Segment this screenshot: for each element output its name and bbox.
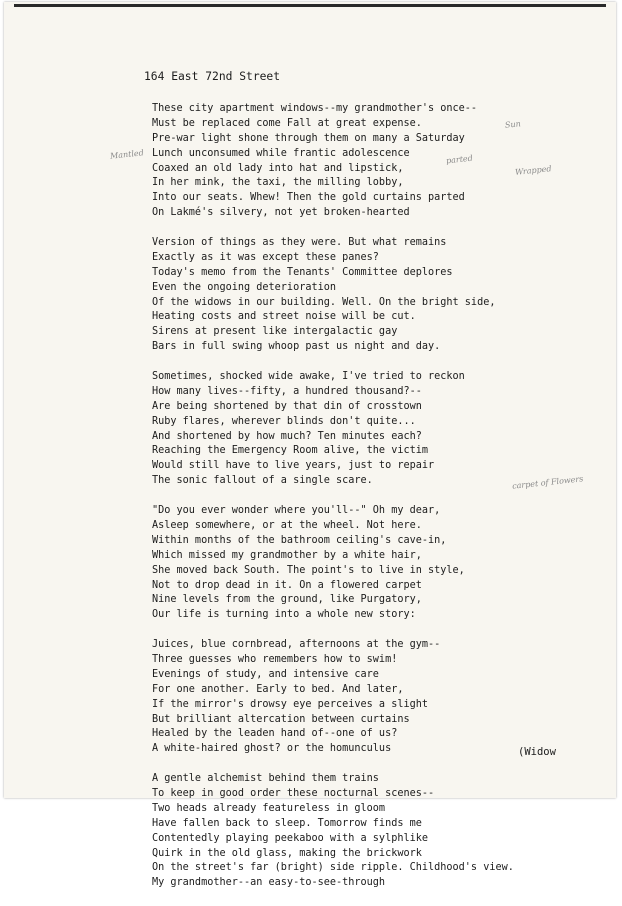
poem-line: Two heads already featureless in gloom bbox=[152, 802, 386, 814]
poem-line: Juices, blue cornbread, afternoons at the gym-- bbox=[152, 639, 441, 651]
stanza bbox=[152, 370, 514, 489]
poem-line: But brilliant altercation between curtains bbox=[152, 713, 410, 725]
poem-line: In her mink, the taxi, the milling lobby, bbox=[152, 177, 404, 189]
stanza bbox=[152, 236, 514, 355]
poem-line: Quirk in the old glass, making the brickwork bbox=[152, 847, 422, 859]
stanza bbox=[152, 772, 514, 891]
poem-line: Evenings of study, and intensive care bbox=[152, 668, 379, 680]
poem-title: 164 East 72nd Street bbox=[144, 70, 281, 83]
poem-line: Of the widows in our building. Well. On the bright side, bbox=[152, 296, 496, 308]
poem-line: Are being shortened by that din of crosstown bbox=[152, 400, 422, 412]
poem-line: Into our seats. Whew! Then the gold curtains parted bbox=[152, 192, 465, 204]
poem-line: On the street's far (bright) side ripple. Childhood's view. bbox=[152, 862, 514, 874]
poem-line: Bars in full swing whoop past us night and day. bbox=[152, 341, 441, 353]
poem-line: Three guesses who remembers how to swim! bbox=[152, 653, 398, 665]
poem-line: Not to drop dead in it. On a flowered carpet bbox=[152, 579, 422, 591]
margin-note: carpet of Flowers bbox=[511, 474, 584, 491]
poem-body bbox=[152, 102, 514, 906]
poem-line: A gentle alchemist behind them trains bbox=[152, 773, 379, 785]
margin-note: parted bbox=[445, 153, 474, 166]
stanza bbox=[152, 504, 514, 623]
poem-line: Contentedly playing peekaboo with a sylphlike bbox=[152, 832, 429, 844]
poem-line: Would still have to live years, just to repair bbox=[152, 460, 435, 472]
poem-line: Reaching the Emergency Room alive, the victim bbox=[152, 445, 429, 457]
poem-line: Heating costs and street noise will be cut. bbox=[152, 311, 416, 323]
poem-line: Must be replaced come Fall at great expense. bbox=[152, 117, 422, 129]
poem-line: Exactly as it was except these panes? bbox=[152, 251, 379, 263]
poem-line: For one another. Early to bed. And later, bbox=[152, 683, 404, 695]
poem-line: "Do you ever wonder where you'll--" Oh my dear, bbox=[152, 505, 441, 517]
poem-line: Sirens at present like intergalactic gay bbox=[152, 326, 398, 338]
poem-line: On Lakmé's silvery, not yet broken-hearted bbox=[152, 207, 410, 219]
poem-line: Today's memo from the Tenants' Committee deplores bbox=[152, 266, 453, 278]
poem-line: Sometimes, shocked wide awake, I've tried to reckon bbox=[152, 371, 465, 383]
stanza bbox=[152, 638, 514, 757]
margin-note: Sun bbox=[504, 119, 522, 130]
poem-line: My grandmother--an easy-to-see-through bbox=[152, 877, 386, 889]
poem-line: Within months of the bathroom ceiling's cave-in, bbox=[152, 534, 447, 546]
poem-line: Nine levels from the ground, like Purgatory, bbox=[152, 594, 422, 606]
margin-note: Wrapped bbox=[514, 164, 552, 177]
poem-line: Asleep somewhere, or at the wheel. Not here. bbox=[152, 519, 422, 531]
poem-line: Ruby flares, wherever blinds don't quite... bbox=[152, 415, 416, 427]
poem-line: A white-haired ghost? or the homunculus bbox=[152, 743, 392, 755]
poem-line: These city apartment windows--my grandmother's once-- bbox=[152, 103, 478, 114]
poem-line: If the mirror's drowsy eye perceives a slight bbox=[152, 698, 429, 710]
margin-note: Mantled bbox=[109, 148, 145, 161]
poem-line: Lunch unconsumed while frantic adolescence bbox=[152, 147, 410, 159]
poem-line: Which missed my grandmother by a white hair, bbox=[152, 549, 422, 561]
poem-line: Have fallen back to sleep. Tomorrow finds me bbox=[152, 817, 422, 829]
poem-line: To keep in good order these nocturnal scenes-- bbox=[152, 787, 435, 799]
poem-line: Coaxed an old lady into hat and lipstick, bbox=[152, 162, 404, 174]
catchword: (Widow bbox=[518, 746, 556, 758]
poem-line: How many lives--fifty, a hundred thousand?-- bbox=[152, 385, 422, 397]
scan-edge bbox=[14, 4, 606, 7]
poem-line: Pre-war light shone through them on many a Saturday bbox=[152, 132, 465, 144]
poem-line: Version of things as they were. But what remains bbox=[152, 237, 447, 249]
poem-line: She moved back South. The point's to live in style, bbox=[152, 564, 465, 576]
poem-line: Our life is turning into a whole new story: bbox=[152, 609, 416, 621]
poem-line: Even the ongoing deterioration bbox=[152, 281, 337, 293]
poem-line: Healed by the leaden hand of--one of us? bbox=[152, 728, 398, 740]
poem-line: And shortened by how much? Ten minutes each? bbox=[152, 430, 422, 442]
poem-line: The sonic fallout of a single scare. bbox=[152, 475, 373, 487]
